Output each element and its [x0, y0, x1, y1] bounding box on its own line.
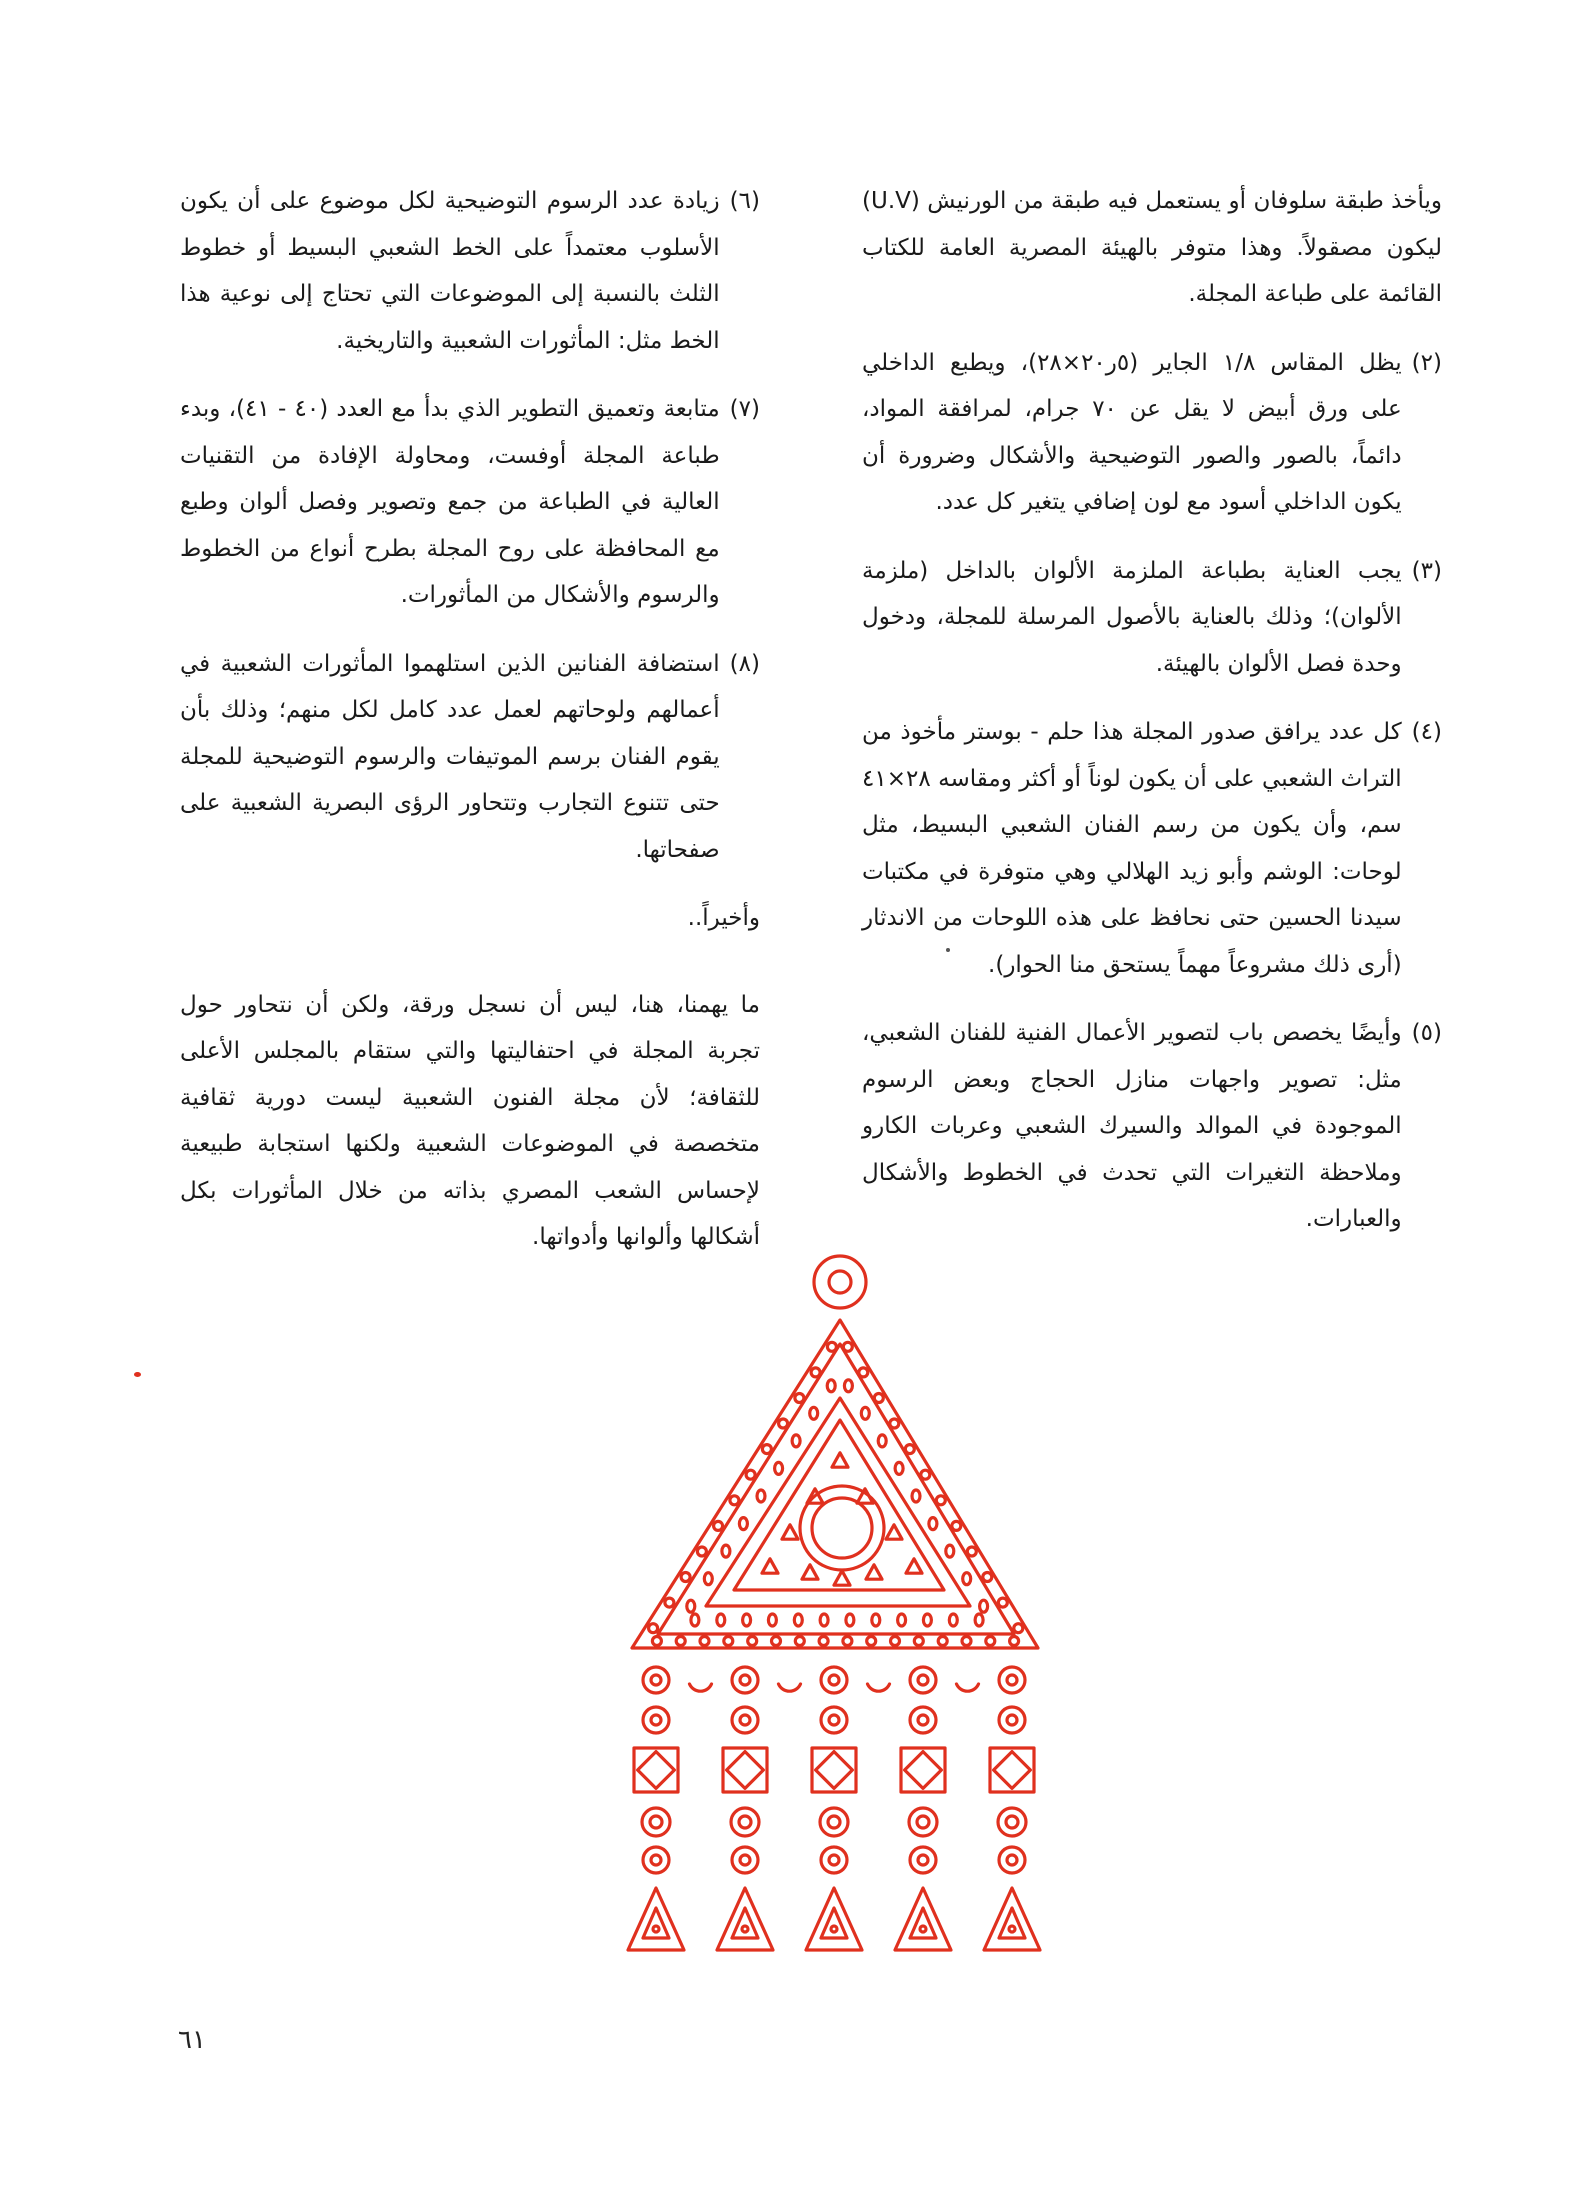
tassel-diamond	[994, 1752, 1031, 1789]
tassel-bead-inner	[918, 1855, 928, 1865]
ornament-dot	[843, 1342, 852, 1351]
ornament-oval	[912, 1490, 920, 1502]
tassel-bead	[999, 1707, 1025, 1733]
tassel-diamond	[638, 1752, 675, 1789]
ornament-oval	[768, 1614, 776, 1626]
small-triangle	[886, 1525, 902, 1539]
crescent-charm	[690, 1684, 712, 1691]
small-triangle	[762, 1559, 778, 1573]
ornament-dot	[983, 1573, 992, 1582]
list-item-5	[862, 1010, 1442, 1243]
scan-speck	[946, 948, 950, 952]
ornament-oval	[898, 1614, 906, 1626]
tassel-square	[723, 1748, 767, 1792]
crescent-charm	[779, 1684, 801, 1691]
scan-speck	[134, 1372, 141, 1377]
tassel-bead-inner	[1007, 1855, 1017, 1865]
tassel-bead-inner	[651, 1715, 661, 1725]
tassel-bead	[732, 1707, 758, 1733]
tassel-bead-inner	[740, 1715, 750, 1725]
tassel-bead-inner	[918, 1715, 928, 1725]
tassel-bead	[732, 1847, 758, 1873]
tassel-triangle	[895, 1888, 951, 1950]
ornament-oval	[792, 1435, 800, 1447]
ornament-oval	[946, 1545, 954, 1557]
ornament-dot	[986, 1637, 995, 1646]
list-item-7	[180, 386, 760, 619]
tassel-square	[634, 1748, 678, 1792]
item-number: (٣)	[1411, 557, 1442, 584]
tassel-bead-inner	[651, 1855, 661, 1865]
ornament-oval	[704, 1573, 712, 1585]
tassel-triangle	[628, 1888, 684, 1950]
tassel-bead	[821, 1707, 847, 1733]
ornament-dot	[665, 1598, 674, 1607]
ornament-dot	[746, 1470, 755, 1479]
ornament-dot	[1010, 1637, 1019, 1646]
ornament-dot	[843, 1637, 852, 1646]
ornament-dot	[676, 1637, 685, 1646]
ornament-dot	[779, 1419, 788, 1428]
tassel-bead	[732, 1667, 758, 1693]
item-text: كل عدد يرافق صدور المجلة هذا حلم - بوستر مأخوذ من التراث الشعبي على أن يكون لوناً أو أكثر ومقاسه ٢٨×٤١ سم، وأن يكون من رسم الفنان الشعبي البسيط، مثل لوحات: الوشم وأبو زيد الهلالي وهي متوفرة في مكتبات سيدنا الحسين حتى نحافظ على هذه اللوحات من الاندثار (أرى ذلك مشروعاً مهماً يستحق منا الحوار).	[862, 719, 1402, 978]
tassel-bead	[910, 1667, 936, 1693]
tassel-dot	[1009, 1926, 1015, 1932]
ornament-dot	[890, 1419, 899, 1428]
outer-triangle	[632, 1320, 1038, 1648]
ornament-dot	[748, 1637, 757, 1646]
ornament-dot	[697, 1547, 706, 1556]
ornament-oval	[739, 1518, 747, 1530]
ornament-oval	[757, 1490, 765, 1502]
ornament-dot	[811, 1368, 820, 1377]
item-number: (٥)	[1411, 1020, 1442, 1046]
tassel-dot	[831, 1926, 837, 1932]
ornament-dot	[1014, 1624, 1023, 1633]
ornament-dot	[962, 1637, 971, 1646]
tassel-dot	[653, 1926, 659, 1932]
tassel-bead-inner	[740, 1675, 750, 1685]
tassel-bead-inner	[918, 1675, 928, 1685]
ornament-dot	[867, 1637, 876, 1646]
tassel-bead-inner	[739, 1816, 751, 1828]
ornament-oval	[722, 1545, 730, 1557]
tassel-bead-inner	[1007, 1715, 1017, 1725]
left-column	[180, 178, 760, 1283]
loop-ring	[814, 1256, 866, 1308]
loop-hole	[829, 1271, 851, 1293]
tassel-triangle	[806, 1888, 862, 1950]
ornament-dot	[952, 1521, 961, 1530]
item-text: يظل المقاس ١/٨ الجاير (٥ر٢٠×٢٨)، ويطبع الداخلي على ورق أبيض لا يقل عن ٧٠ جرام، لمرافقة المواد، دائماً، بالصور والصور التوضيحية والأشكال وضرورة أن يكون الداخلي أسود مع لون إضافي يتغير كل عدد.	[862, 349, 1402, 515]
list-item-2	[862, 340, 1442, 526]
center-ring-inner	[812, 1498, 872, 1558]
ornament-dot	[827, 1342, 836, 1351]
closing-dots: وأخيراً..	[687, 905, 760, 931]
ornament-oval	[717, 1614, 725, 1626]
item-number: (٨)	[729, 650, 760, 677]
tassel-bead	[820, 1808, 848, 1836]
list-item-4	[862, 709, 1442, 988]
ornament-dot	[859, 1368, 868, 1377]
tassel-bead	[910, 1847, 936, 1873]
tassel-square	[990, 1748, 1034, 1792]
paragraph-intro: ويأخذ طبقة سلوفان أو يستعمل فيه طبقة من الورنيش (U.V) ليكون مصقولاً. وهذا متوفر بالهيئة المصرية العامة للكتاب القائمة على طباعة المجلة.	[862, 188, 1442, 307]
tassel-diamond	[816, 1752, 853, 1789]
ornament-dot	[905, 1445, 914, 1454]
tassel-triangle	[717, 1888, 773, 1950]
ornament-oval	[820, 1614, 828, 1626]
tassel-bead	[643, 1847, 669, 1873]
ornament-oval	[975, 1614, 983, 1626]
page-number: ٦١	[178, 2025, 206, 2055]
tassel-bead	[999, 1667, 1025, 1693]
tassel-bead-inner	[1007, 1675, 1017, 1685]
ornament-dot	[700, 1637, 709, 1646]
item-number: (٢)	[1411, 349, 1442, 376]
small-triangle	[834, 1571, 850, 1585]
ornament-dot	[724, 1637, 733, 1646]
tassel-bead	[821, 1667, 847, 1693]
ornament-oval	[963, 1573, 971, 1585]
ornament-dot	[795, 1394, 804, 1403]
small-triangle	[906, 1559, 922, 1573]
ornament-dot	[874, 1394, 883, 1403]
tassel-bead-inner	[829, 1855, 839, 1865]
ornament-dot	[921, 1470, 930, 1479]
ornament-dot	[938, 1637, 947, 1646]
ornament-oval	[775, 1462, 783, 1474]
ornament-oval	[794, 1614, 802, 1626]
tassel-bead-inner	[1006, 1816, 1018, 1828]
tassel-bead	[910, 1707, 936, 1733]
item-text: وأيضًا يخصص باب لتصوير الأعمال الفنية للفنان الشعبي، مثل: تصوير واجهات منازل الحجاج وبعض الرسوم الموجودة في الموالد والسيرك الشعبي وعربات الكارو وملاحظة التغيرات التي تحدث في الخطوط والأشكال والعبارات.	[862, 1020, 1402, 1232]
tassel-bead	[642, 1808, 670, 1836]
ornament-oval	[949, 1614, 957, 1626]
tassel-square	[812, 1748, 856, 1792]
ornament-oval	[687, 1600, 695, 1612]
small-triangle	[866, 1565, 882, 1579]
ornament-dot	[967, 1547, 976, 1556]
ornament-oval	[861, 1407, 869, 1419]
item-text: زيادة عدد الرسوم التوضيحية لكل موضوع على أن يكون الأسلوب معتمداً على الخط الشعبي البسيط أو خطوط الثلث بالنسبة إلى الموضوعات التي تحتاج إلى نوعية هذا الخط مثل: المأثورات الشعبية والتاريخية.	[180, 188, 720, 354]
tassel-bead	[821, 1847, 847, 1873]
pendant-ornament-illustration	[610, 1248, 1050, 1968]
small-triangle	[782, 1525, 798, 1539]
list-item-6	[180, 178, 760, 364]
right-column	[862, 178, 1442, 1265]
item-text: استضافة الفنانين الذين استلهموا المأثورات الشعبية في أعمالهم ولوحاتهم لعمل عدد كامل لكل منهم؛ وذلك بأن يقوم الفنان برسم الموتيفات والرسوم التوضيحية للمجلة حتى تتنوع التجارب وتتحاور الرؤى البصرية الشعبية على صفحاتها.	[180, 650, 720, 863]
ornament-oval	[743, 1614, 751, 1626]
ornament-dot	[730, 1496, 739, 1505]
tassel-square	[901, 1748, 945, 1792]
tassel-bead	[998, 1808, 1026, 1836]
ornament-oval	[872, 1614, 880, 1626]
ornament-oval	[878, 1435, 886, 1447]
item-number: (٦)	[729, 188, 760, 214]
crescent-charm	[957, 1684, 979, 1691]
ornament-dot	[795, 1637, 804, 1646]
tassel-diamond	[905, 1752, 942, 1789]
item-number: (٧)	[729, 396, 760, 422]
tassel-bead-inner	[829, 1715, 839, 1725]
tassel-bead	[643, 1707, 669, 1733]
ornament-dot	[714, 1521, 723, 1530]
ornament-oval	[810, 1407, 818, 1419]
ornament-dot	[936, 1496, 945, 1505]
list-item-8	[180, 641, 760, 874]
tassel-bead	[999, 1847, 1025, 1873]
tassel-diamond	[727, 1752, 764, 1789]
ornament-dot	[649, 1624, 658, 1633]
ornament-oval	[895, 1462, 903, 1474]
tassel-bead	[643, 1667, 669, 1693]
item-text: يجب العناية بطباعة الملزمة الألوان بالداخل (ملزمة الألوان)؛ وذلك بالعناية بالأصول المرسلة للمجلة، ودخول وحدة فصل الألوان بالهيئة.	[862, 557, 1402, 677]
item-text: متابعة وتعميق التطوير الذي بدأ مع العدد (٤٠ - ٤١)، وبدء طباعة المجلة أوفست، ومحاولة الإفادة من التقنيات العالية في الطباعة من جمع وتصوير وفصل ألوان وطبع مع المحافظة على روح المجلة بطرح أنواع من الخطوط والرسوم والأشكال من المأثورات.	[180, 396, 720, 608]
ornament-dot	[914, 1637, 923, 1646]
tassel-triangle	[984, 1888, 1040, 1950]
tassel-dot	[920, 1926, 926, 1932]
ornament-oval	[827, 1380, 835, 1392]
tassel-bead	[731, 1808, 759, 1836]
small-triangle	[832, 1453, 848, 1467]
ornament-oval	[844, 1380, 852, 1392]
ornament-dot	[652, 1637, 661, 1646]
ornament-dot	[891, 1637, 900, 1646]
ornament-dot	[681, 1573, 690, 1582]
tassel-bead-inner	[917, 1816, 929, 1828]
small-triangle	[802, 1565, 818, 1579]
item-number: (٤)	[1411, 719, 1442, 745]
ornament-dot	[998, 1598, 1007, 1607]
ornament-dot	[772, 1637, 781, 1646]
tassel-bead-inner	[651, 1675, 661, 1685]
crescent-charm	[868, 1684, 890, 1691]
ornament-oval	[980, 1600, 988, 1612]
tassel-bead-inner	[829, 1675, 839, 1685]
ornament-oval	[846, 1614, 854, 1626]
ornament-dot	[819, 1637, 828, 1646]
tassel-bead-inner	[740, 1855, 750, 1865]
tassel-bead	[909, 1808, 937, 1836]
list-item-3	[862, 548, 1442, 688]
closing-paragraph: ما يهمنا، هنا، ليس أن نسجل ورقة، ولكن أن نتحاور حول تجربة المجلة في احتفاليتها والتي ستقام بالمجلس الأعلى للثقافة؛ لأن مجلة الفنون الشعبية ليست دورية ثقافية متخصصة في الموضوعات الشعبية ولكنها استجابة طبيعية لإحساس الشعب المصري بذاته من خلال المأثورات بكل أشكالها وألوانها وأدواتها.	[180, 991, 760, 1250]
ornament-oval	[923, 1614, 931, 1626]
tassel-dot	[742, 1926, 748, 1932]
tassel-bead-inner	[828, 1816, 840, 1828]
tassel-bead-inner	[650, 1816, 662, 1828]
ornament-dot	[762, 1445, 771, 1454]
ornament-oval	[929, 1518, 937, 1530]
ornament-oval	[691, 1614, 699, 1626]
